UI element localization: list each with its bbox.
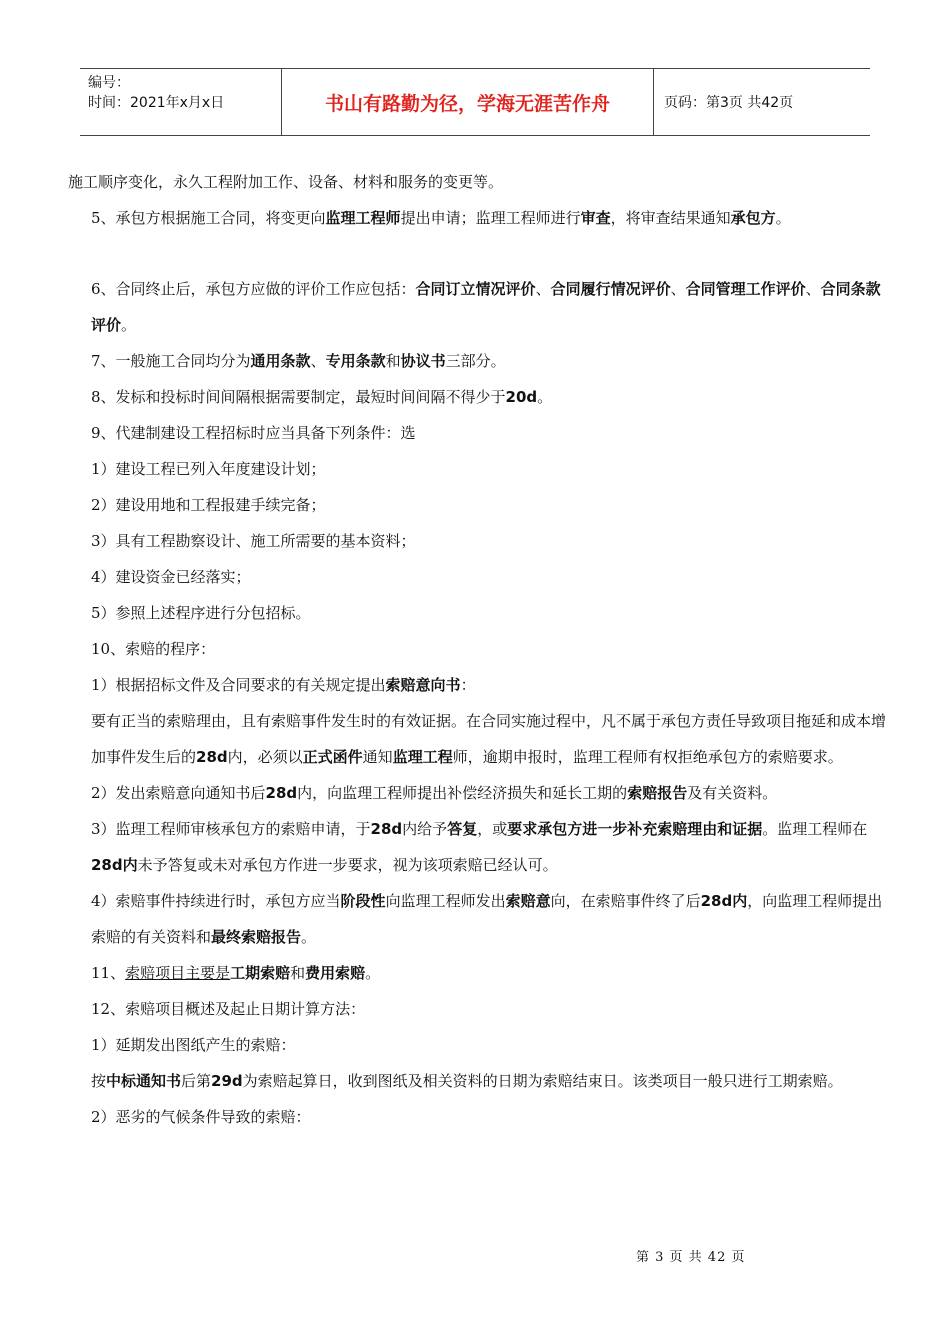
spacer (68, 236, 890, 271)
page-header (80, 68, 870, 136)
list-item: 2）发出索赔意向通知书后28d内，向监理工程师提出补偿经济损失和延长工期的索赔报告及有关资料。 (91, 784, 778, 802)
paragraph: 按中标通知书后第29d为索赔起算日，收到图纸及相关资料的日期为索赔结束日。该类项目一般只进行工期索赔。 (91, 1072, 843, 1090)
list-item: 4）建设资金已经落实； (91, 568, 251, 586)
list-item: 1）延期发出图纸产生的索赔： (91, 1036, 296, 1054)
page-footer: 第 3 页 共 42 页 (636, 1250, 746, 1265)
paragraph: 5、承包方根据施工合同，将变更向监理工程师提出申请；监理工程师进行审查，将审查结果通知承包方。 (91, 209, 791, 227)
list-item: 1）建设工程已列入年度建设计划； (91, 460, 326, 478)
list-item: 2）恶劣的气候条件导致的索赔： (91, 1108, 311, 1126)
paragraph: 12、索赔项目概述及起止日期计算方法： (91, 1000, 366, 1018)
paragraph: 要有正当的索赔理由，且有索赔事件发生时的有效证据。在合同实施过程中，凡不属于承包方责任导致项目拖延和成本增加事件发生后的28d内，必须以正式函件通知监理工程师，逾期申报时，监理工程师有权拒绝承包方的索赔要求。 (91, 712, 887, 766)
list-item: 2）建设用地和工程报建手续完备； (91, 496, 326, 514)
list-item: 5）参照上述程序进行分包招标。 (91, 604, 311, 622)
paragraph: 7、一般施工合同均分为通用条款、专用条款和协议书三部分。 (91, 352, 506, 370)
paragraph: 8、发标和投标时间间隔根据需要制定，最短时间间隔不得少于20d。 (91, 388, 553, 406)
document-body (68, 164, 890, 1135)
list-item: 1）根据招标文件及合同要求的有关规定提出索赔意向书： (91, 676, 476, 694)
paragraph: 10、索赔的程序： (91, 640, 216, 658)
header-meta (80, 69, 282, 135)
paragraph: 9、代建制建设工程招标时应当具备下列条件：选 (91, 424, 416, 442)
date-label: 时间：2021年x月x日 (88, 95, 225, 111)
header-page-label: 页码：第3页 共42页 (664, 95, 794, 111)
paragraph: 11、索赔项目主要是工期索赔和费用索赔。 (91, 964, 381, 982)
paragraph: 6、合同终止后，承包方应做的评价工作应包括：合同订立情况评价、合同履行情况评价、合同管理工作评价、合同条款评价。 (91, 280, 881, 334)
header-motto: 书山有路勤为径，学海无涯苦作舟 (282, 69, 654, 135)
list-item: 3）具有工程勘察设计、施工所需要的基本资料； (91, 532, 416, 550)
list-item: 4）索赔事件持续进行时，承包方应当阶段性向监理工程师发出索赔意向，在索赔事件终了后28d内，向监理工程师提出索赔的有关资料和最终索赔报告。 (91, 892, 883, 946)
list-item: 3）监理工程师审核承包方的索赔申请，于28d内给予答复，或要求承包方进一步补充索赔理由和证据。监理工程师在28d内未予答复或未对承包方作进一步要求，视为该项索赔已经认可。 (91, 820, 868, 874)
number-label: 编号： (88, 75, 130, 91)
paragraph: 施工顺序变化，永久工程附加工作、设备、材料和服务的变更等。 (68, 173, 504, 191)
